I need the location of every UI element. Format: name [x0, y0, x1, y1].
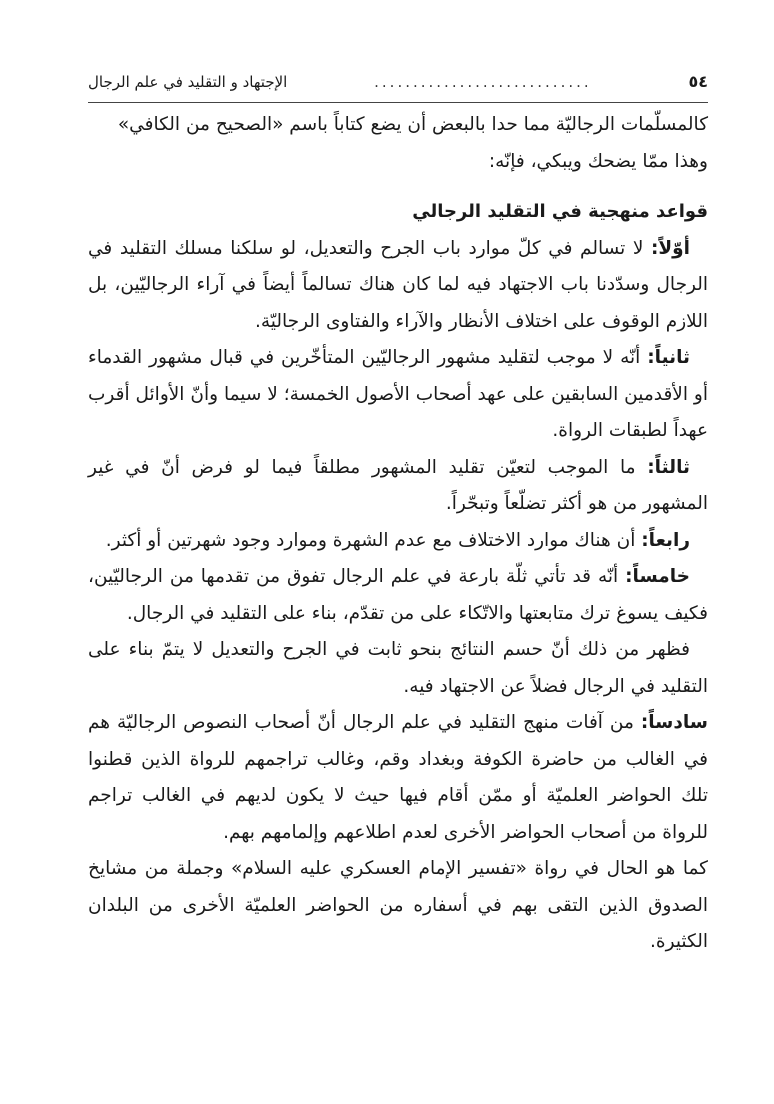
- header-dot-leader: ............................: [374, 73, 592, 91]
- section-heading: قواعد منهجية في التقليد الرجالي: [412, 201, 708, 222]
- point-1-text: لا تسالم في كلّ موارد باب الجرح والتعديل، لو سلكنا مسلك التقليد في الرجال وسدّدنا باب الاجتهاد فيه لما كان هناك تسالماً أيضاً في آراء الرجاليّين، بل اللازم الوقوف على اختلاف الأنظار والآراء والفتاوى الرجاليّة.: [88, 237, 708, 332]
- intro-line-2: وهذا ممّا يضحك ويبكي، فإنّه:: [488, 150, 708, 172]
- point-1: [88, 231, 708, 341]
- point-6-lead: سادساً:: [640, 712, 708, 733]
- point-4-text: أن هناك موارد الاختلاف مع عدم الشهرة وموارد وجود شهرتين أو أكثر.: [105, 529, 642, 551]
- point-4: [88, 523, 708, 560]
- point-1-lead: أوّلاً:: [650, 237, 690, 259]
- page-number: ٥٤: [688, 72, 708, 91]
- intro-line-1: كالمسلّمات الرجاليّة مما حدا بالبعض أن يضع كتاباً باسم «الصحيح من الكافي»: [117, 114, 708, 135]
- running-header: [88, 70, 708, 103]
- point-2-lead: ثانياً:: [647, 347, 690, 368]
- point-4-lead: رابعاً:: [641, 529, 690, 551]
- point-6: [88, 705, 708, 851]
- point-5-lead: خامساً:: [625, 566, 690, 587]
- point-3: [88, 450, 708, 523]
- point-3-lead: ثالثاً:: [647, 456, 690, 478]
- body-text: [88, 107, 708, 961]
- document-page: [88, 70, 708, 961]
- point-2-text: أنّه لا موجب لتقليد مشهور الرجاليّين المتأخّرين في قبال مشهور القدماء أو الأقدمين السابقين على عهد أصحاب الأصول الخمسة؛ لا سيما وأنّ الأوائل أقرب عهداً لطبقات الرواة.: [88, 347, 708, 441]
- point-3-text: ما الموجب لتعيّن تقليد المشهور مطلقاً فيما لو فرض أنّ في غير المشهور من هو أكثر تضلّعاً وتبحّراً.: [88, 456, 708, 514]
- running-title: الإجتهاد و التقليد في علم الرجال: [88, 73, 288, 91]
- point-2: [88, 340, 708, 450]
- point-6-continuation: كما هو الحال في رواة «تفسير الإمام العسكري عليه السلام» وجملة من مشايخ الصدوق الذين التقى بهم في أسفاره من الحواضر العلميّة الأخرى من البلدان الكثيرة.: [88, 858, 708, 952]
- point-5: [88, 559, 708, 632]
- conclusion-paragraph: فظهر من ذلك أنّ حسم النتائج بنحو ثابت في الجرح والتعديل لا يتمّ بناء على التقليد في الرجال فضلاً عن الاجتهاد فيه.: [88, 639, 708, 697]
- point-6-text: من آفات منهج التقليد في علم الرجال أنّ أصحاب النصوص الرجاليّة هم في الغالب من حاضرة الكوفة وبغداد وقم، وغالب تراجمهم للرواة الذين قطنوا تلك الحواضر العلميّة أو ممّن أقام فيها حيث لا يكون لديهم في الغالب تراجم للرواة من أصحاب الحواضر الأخرى لعدم اطلاعهم وإلمامهم بهم.: [88, 712, 708, 843]
- point-5-text: أنّه قد تأتي ثلّة بارعة في علم الرجال تفوق من تقدمها من الرجاليّين، فكيف يسوغ ترك متابعتها والاتّكاء على من تقدّم، بناء على التقليد في الرجال.: [88, 566, 708, 624]
